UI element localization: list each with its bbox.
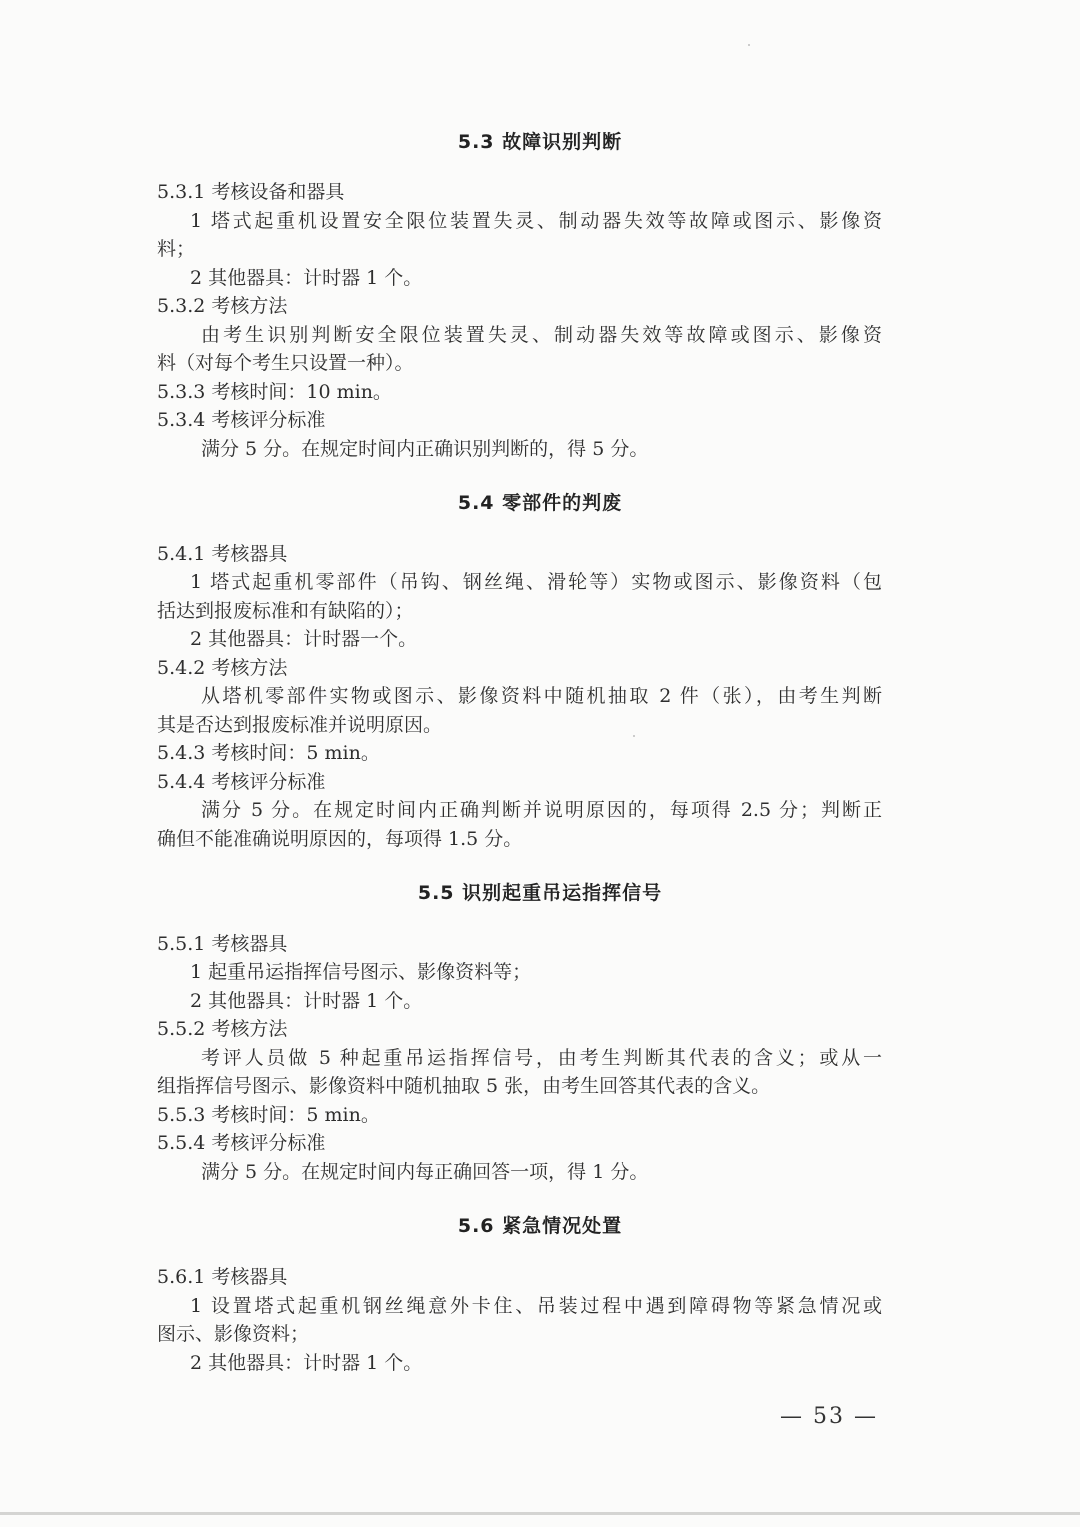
section-heading-5-5: 5.5 识别起重吊运指挥信号 [417, 882, 663, 904]
item-text: 1 设置塔式起重机钢丝绳意外卡住、吊装过程中遇到障碍物等紧急情况或 [190, 1295, 882, 1317]
item-text: 括达到报废标准和有缺陷的）； [157, 600, 414, 622]
paragraph-text: 确但不能准确说明原因的，每项得 1.5 分。 [157, 828, 523, 850]
clause-5-6-1: 5.6.1 考核器具 [157, 1266, 288, 1288]
paragraph-text: 由考生识别判断安全限位装置失灵、制动器失效等故障或图示、影像资 [201, 324, 882, 346]
item-text: 2 其他器具：计时器 1 个。 [190, 267, 423, 289]
page-bottom-edge [0, 1512, 1080, 1515]
clause-5-5-1: 5.5.1 考核器具 [157, 933, 288, 955]
scan-speck [633, 735, 635, 737]
section-heading-5-3: 5.3 故障识别判断 [457, 131, 623, 153]
clause-5-5-3: 5.5.3 考核时间：5 min。 [157, 1104, 380, 1126]
clause-5-4-1: 5.4.1 考核器具 [157, 543, 288, 565]
clause-5-5-4: 5.5.4 考核评分标准 [157, 1132, 326, 1154]
page-number: — 53 — [780, 1404, 878, 1429]
section-heading-5-4: 5.4 零部件的判废 [457, 492, 623, 514]
clause-5-3-3: 5.3.3 考核时间：10 min。 [157, 381, 392, 403]
clause-5-5-2: 5.5.2 考核方法 [157, 1018, 288, 1040]
clause-5-3-4: 5.3.4 考核评分标准 [157, 409, 326, 431]
paragraph-text: 料（对每个考生只设置一种）。 [157, 352, 414, 374]
item-text: 2 其他器具：计时器 1 个。 [190, 1352, 423, 1374]
paragraph-text: 考评人员做 5 种起重吊运指挥信号，由考生判断其代表的含义；或从一 [201, 1047, 882, 1069]
clause-5-4-3: 5.4.3 考核时间：5 min。 [157, 742, 380, 764]
item-text: 料； [157, 238, 196, 260]
clause-5-4-2: 5.4.2 考核方法 [157, 657, 288, 679]
paragraph-text: 满分 5 分。在规定时间内正确识别判断的，得 5 分。 [201, 438, 649, 460]
clause-5-4-4: 5.4.4 考核评分标准 [157, 771, 326, 793]
item-text: 1 塔式起重机设置安全限位装置失灵、制动器失效等故障或图示、影像资 [190, 210, 882, 232]
item-text: 2 其他器具：计时器 1 个。 [190, 990, 423, 1012]
item-text: 图示、影像资料； [157, 1323, 310, 1345]
paragraph-text: 从塔机零部件实物或图示、影像资料中随机抽取 2 件（张），由考生判断 [201, 685, 882, 707]
clause-5-3-1: 5.3.1 考核设备和器具 [157, 181, 345, 203]
item-text: 1 起重吊运指挥信号图示、影像资料等； [190, 961, 532, 983]
item-text: 1 塔式起重机零部件（吊钩、钢丝绳、滑轮等）实物或图示、影像资料（包 [190, 571, 882, 593]
section-heading-5-6: 5.6 紧急情况处置 [457, 1215, 623, 1237]
scan-speck [748, 44, 750, 46]
paragraph-text: 满分 5 分。在规定时间内每正确回答一项，得 1 分。 [201, 1161, 649, 1183]
paragraph-text: 组指挥信号图示、影像资料中随机抽取 5 张，由考生回答其代表的含义。 [157, 1075, 771, 1097]
paragraph-text: 其是否达到报废标准并说明原因。 [157, 714, 443, 736]
paragraph-text: 满分 5 分。在规定时间内正确判断并说明原因的，每项得 2.5 分；判断正 [201, 799, 882, 821]
item-text: 2 其他器具：计时器一个。 [190, 628, 418, 650]
clause-5-3-2: 5.3.2 考核方法 [157, 295, 288, 317]
